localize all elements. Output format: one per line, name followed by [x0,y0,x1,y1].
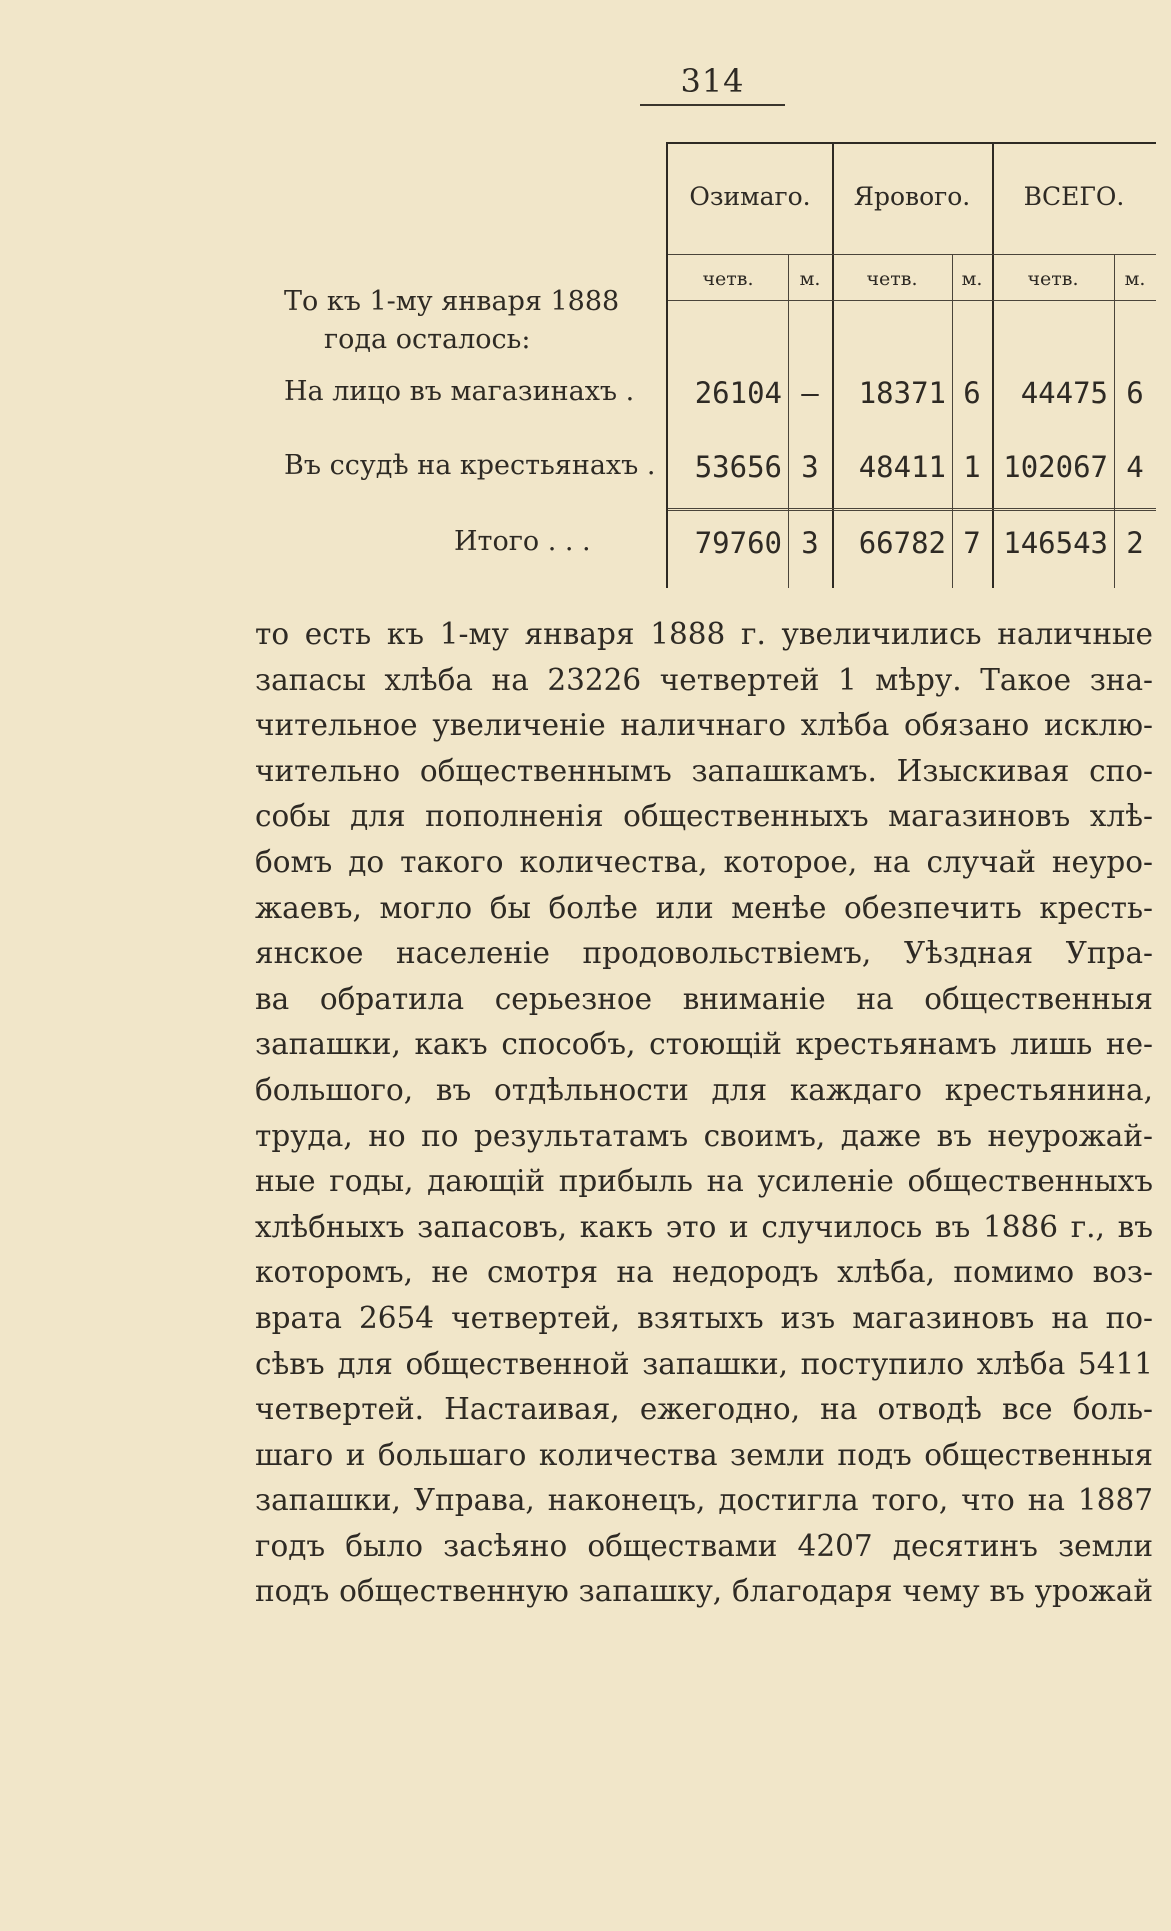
text-line: подъ общественную запашку, благодаря чему въ урожай [255,1574,1153,1609]
table-cell: 44475 [1020,376,1108,410]
table-cell-total: 3 [801,526,819,560]
table-cell: 6 [1126,376,1144,410]
body-paragraph [255,612,1153,1615]
table-cell-total: 7 [963,526,981,560]
header-spring: Ярового. [853,182,971,211]
text-line: чительно общественнымъ запашкамъ. Изыскивая спо- [255,753,1153,788]
table-cell: 4 [1126,450,1144,484]
table-cell: 102067 [1003,450,1108,484]
table-cell: 3 [801,450,819,484]
text-line: большого, въ отдѣльности для каждаго крестьянина, [255,1072,1153,1107]
text-line: шаго и большаго количества земли подъ общественныя [255,1437,1153,1472]
table-cell: 48411 [858,450,946,484]
text-line: запашки, Управа, наконецъ, достигла того, что на 1887 [255,1483,1153,1518]
text-line: запасы хлѣба на 23226 четвертей 1 мѣру. Такое зна- [255,662,1153,697]
table-cell: 26104 [694,376,782,410]
subheader-m: м. [961,268,983,290]
page-number-rule [640,104,785,106]
text-line: сѣвъ для общественной запашки, поступило хлѣба 5411 [255,1346,1153,1381]
text-line: то есть къ 1-му января 1888 г. увеличились наличные [255,617,1153,651]
total-divider [668,508,1156,511]
header-total: ВСЕГО. [1023,182,1125,211]
subheader-chetv: четв. [866,268,918,290]
subheader-chetv: четв. [1027,268,1079,290]
text-line: собы для пополненія общественныхъ магазиновъ хлѣ- [255,799,1153,834]
row-label-on-hand: На лицо въ магазинахъ . [284,376,635,407]
table-cell: 53656 [694,450,782,484]
intro-label-line1: То къ 1-му января 1888 [284,286,620,317]
text-line: чительное увеличеніе наличнаго хлѣба обязано исклю- [255,708,1153,743]
subheader-chetv: четв. [702,268,754,290]
table-cell: 18371 [858,376,946,410]
table-cell-total: 146543 [1003,526,1108,560]
table-cell-total: 79760 [694,526,782,560]
text-line: труда, но по результатамъ своимъ, даже въ неурожай- [255,1118,1153,1153]
text-line: янское населеніе продовольствіемъ, Уѣздная Упра- [255,936,1153,971]
row-label-total: Итого . . . [454,526,591,557]
table-cell-total: 2 [1126,526,1144,560]
text-line: хлѣбныхъ запасовъ, какъ это и случилось въ 1886 г., въ [255,1209,1153,1244]
intro-label-line2: года осталось: [324,324,531,355]
subheader-m: м. [799,268,821,290]
text-line: ва обратила серьезное вниманіе на общественныя [255,981,1153,1016]
table-cell: 6 [963,376,981,410]
header-winter: Озимаго. [689,182,811,211]
table-cell: 1 [963,450,981,484]
text-line: бомъ до такого количества, которое, на случай неуро- [255,844,1153,879]
table-cell-total: 66782 [858,526,946,560]
grain-table [666,142,1156,588]
text-line: жаевъ, могло бы болѣе или менѣе обезпечить кресть- [255,890,1153,925]
text-line: врата 2654 четвертей, взятыхъ изъ магазиновъ на по- [255,1300,1153,1335]
row-label-on-loan: Въ ссудѣ на крестьянахъ . [284,450,656,481]
page-number: 314 [680,62,745,100]
header-divider [668,254,1156,255]
subheader-divider [668,300,1156,301]
text-line: ные годы, дающій прибыль на усиленіе общественныхъ [255,1164,1153,1199]
text-line: годъ было засѣяно обществами 4207 десятинъ земли [255,1528,1153,1563]
subheader-m: м. [1124,268,1146,290]
text-line: четвертей. Настаивая, ежегодно, на отводѣ все боль- [255,1392,1153,1427]
text-line: запашки, какъ способъ, стоющій крестьянамъ лишь не- [255,1027,1153,1062]
table-cell: — [801,376,819,410]
text-line: которомъ, не смотря на недородъ хлѣба, помимо воз- [255,1255,1153,1290]
